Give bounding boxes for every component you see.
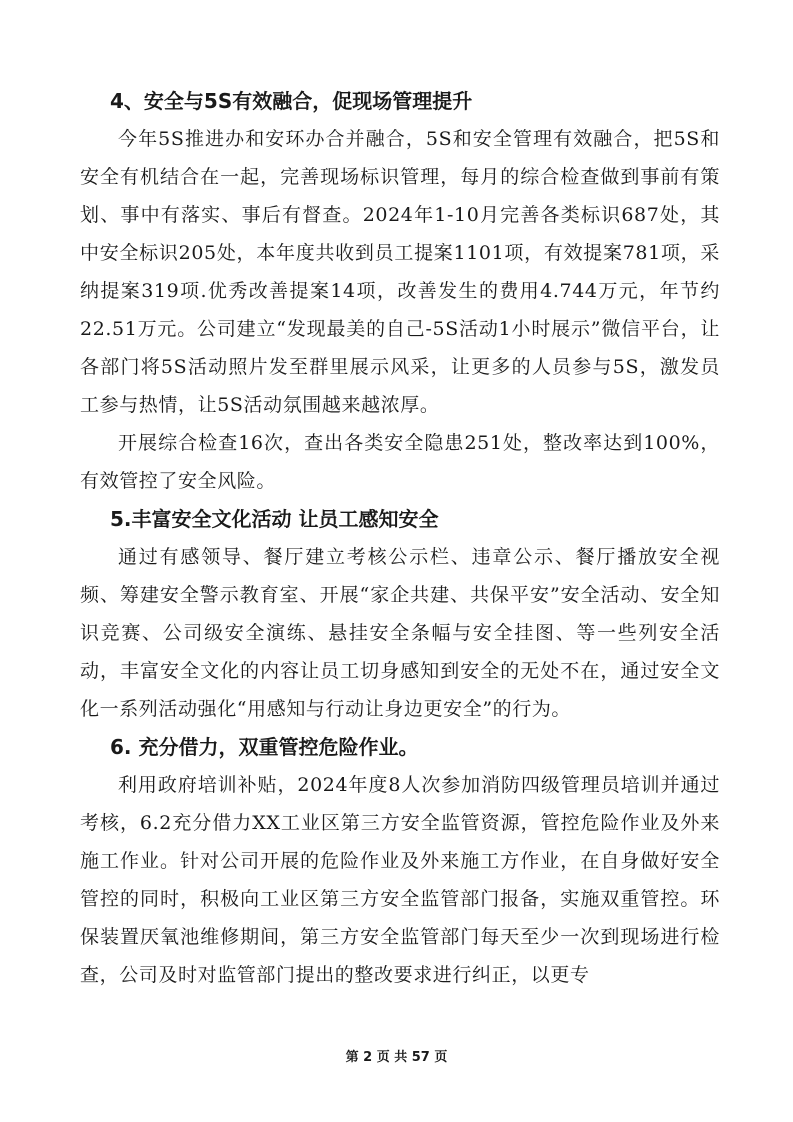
section-4-paragraph-2: 开展综合检查16次，查出各类安全隐患251处，整改率达到100%，有效管控了安全风险。 (80, 432, 720, 492)
section-5-paragraph-1: 通过有感领导、餐厅建立考核公示栏、违章公示、餐厅播放安全视频、筹建安全警示教育室、开展“家企共建、共保平安”安全活动、安全知识竞赛、公司级安全演练、悬挂安全条幅与安全挂图、等一些列安全活动，丰富安全文化的内容让员工切身感知到安全的无处不在，通过安全文化一系列活动强化“用感知与行动让身边更安全”的行为。 (80, 546, 720, 720)
section-4-paragraph-1: 今年5S推进办和安环办合并融合，5S和安全管理有效融合，把5S和安全有机结合在一起，完善现场标识管理，每月的综合检查做到事前有策划、事中有落实、事后有督查。2024年1-10月完善各类标识687处，其中安全标识205处，本年度共收到员工提案1101项，有效提案781项，采纳提案319项.优秀改善提案14项，改善发生的费用4.744万元，年节约22.51万元。公司建立“发现最美的自己-5S活动1小时展示”微信平台，让各部门将5S活动照片发至群里展示风采，让更多的人员参与5S，激发员工参与热情，让5S活动氛围越来越浓厚。 (80, 128, 720, 416)
section-6-paragraph-1: 利用政府培训补贴，2024年度8人次参加消防四级管理员培训并通过考核，6.2充分借力XX工业区第三方安全监管资源，管控危险作业及外来施工作业。针对公司开展的危险作业及外来施工方作业，在自身做好安全管控的同时，积极向工业区第三方安全监管部门报备，实施双重管控。环保装置厌氧池维修期间，第三方安全监管部门每天至少一次到现场进行检查，公司及时对监管部门提出的整改要求进行纠正，以更专 (80, 774, 720, 986)
section-heading-5: 5.丰富安全文化活动 让员工感知安全 (110, 507, 439, 531)
page-number-footer: 第 2 页 共 57 页 (345, 1050, 448, 1065)
section-heading-6: 6. 充分借力，双重管控危险作业。 (110, 735, 419, 759)
document-body (80, 82, 720, 994)
section-heading-4: 4、安全与5S有效融合，促现场管理提升 (110, 89, 473, 113)
